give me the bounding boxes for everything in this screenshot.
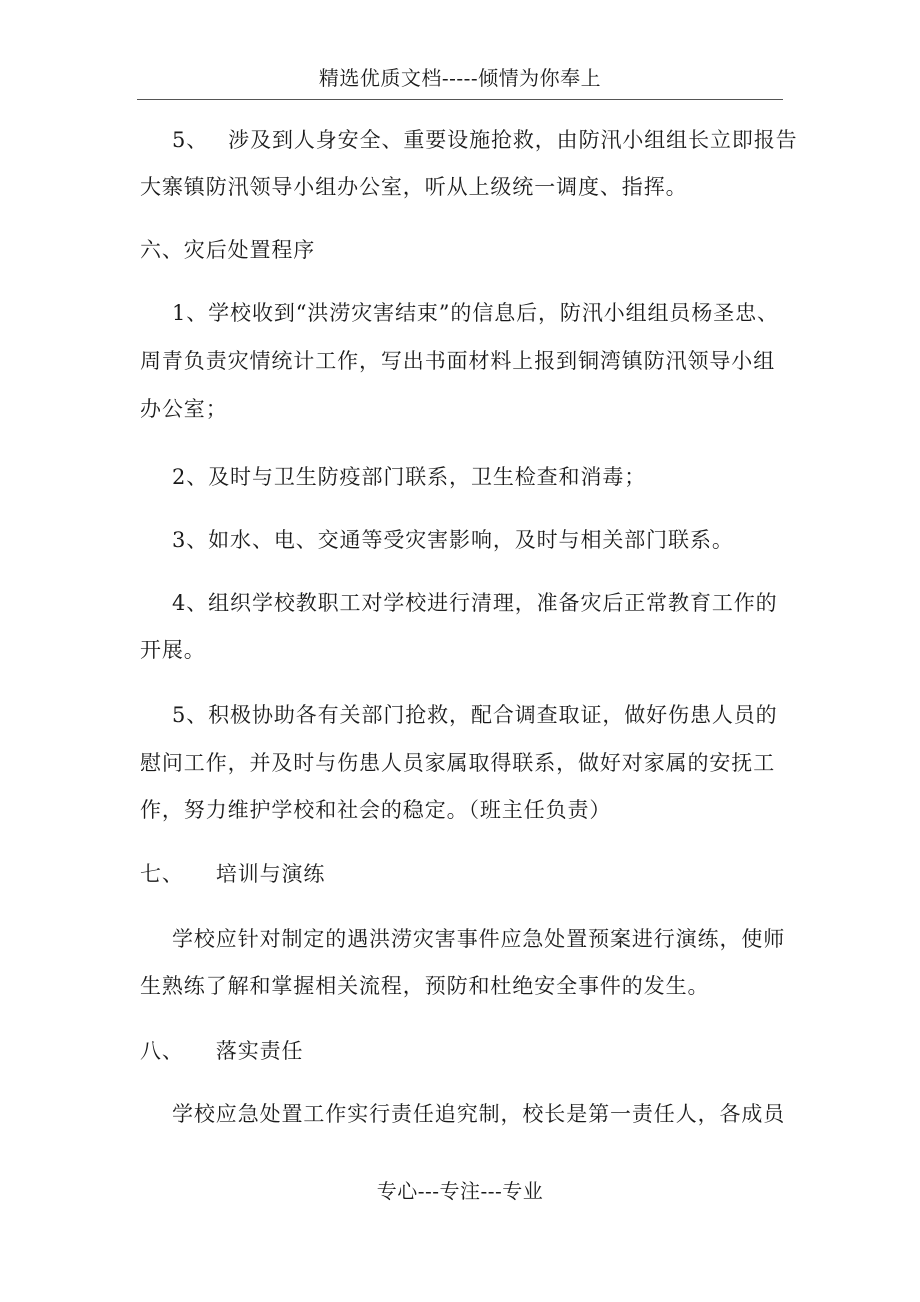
section-6-item-5-line-1: 5、积极协助各有关部门抢救，配合调查取证，做好伤患人员的 bbox=[172, 703, 778, 727]
section-6-item-3: 3、如水、电、交通等受灾害影响，及时与相关部门联系。 bbox=[172, 528, 734, 552]
section-6-item-4-line-1: 4、组织学校教职工对学校进行清理，准备灾后正常教育工作的 bbox=[172, 591, 778, 615]
section-8-heading bbox=[140, 1036, 785, 1066]
section-7-para-line-2: 生熟练了解和掌握相关流程，预防和杜绝安全事件的发生。 bbox=[140, 974, 710, 998]
section-7-para-line-1: 学校应针对制定的遇洪涝灾害事件应急处置预案进行演练，使师 bbox=[172, 927, 786, 951]
item-5-number: 5、 bbox=[172, 128, 209, 152]
section-7-heading bbox=[140, 859, 785, 889]
section-6-heading: 六、灾后处置程序 bbox=[140, 238, 316, 262]
section-6-item-4-line-2: 开展。 bbox=[140, 638, 206, 662]
header-divider bbox=[137, 99, 783, 100]
section-6-item-1-line-1: 1、学校收到“洪涝灾害结束”的信息后，防汛小组组员杨圣忠、 bbox=[172, 301, 779, 325]
section-6-item-5-line-3: 作，努力维护学校和社会的稳定。（班主任负责） bbox=[140, 798, 612, 822]
section-6-item-5-line-2: 慰问工作，并及时与伤患人员家属取得联系，做好对家属的安抚工 bbox=[140, 751, 776, 775]
item-5-line-1 bbox=[172, 125, 798, 155]
section-6-item-1-line-3: 办公室； bbox=[140, 397, 228, 421]
section-8-number: 八、 bbox=[140, 1039, 184, 1063]
section-8-para-line-1: 学校应急处置工作实行责任追究制，校长是第一责任人，各成员 bbox=[172, 1102, 786, 1126]
item-5-text: 涉及到人身安全、重要设施抢救，由防汛小组组长立即报告 bbox=[228, 128, 798, 152]
page-header: 精选优质文档-----倾情为你奉上 bbox=[318, 66, 602, 90]
section-7-title: 培训与演练 bbox=[215, 862, 326, 886]
section-6-item-1-line-2: 周青负责灾情统计工作，写出书面材料上报到铜湾镇防汛领导小组 bbox=[140, 349, 776, 373]
item-5-line-2: 大寨镇防汛领导小组办公室，听从上级统一调度、指挥。 bbox=[140, 175, 688, 199]
page-footer: 专心---专注---专业 bbox=[376, 1179, 544, 1203]
section-6-item-2: 2、及时与卫生防疫部门联系，卫生检查和消毒； bbox=[172, 465, 647, 489]
section-8-title: 落实责任 bbox=[215, 1039, 304, 1063]
section-7-number: 七、 bbox=[140, 862, 184, 886]
